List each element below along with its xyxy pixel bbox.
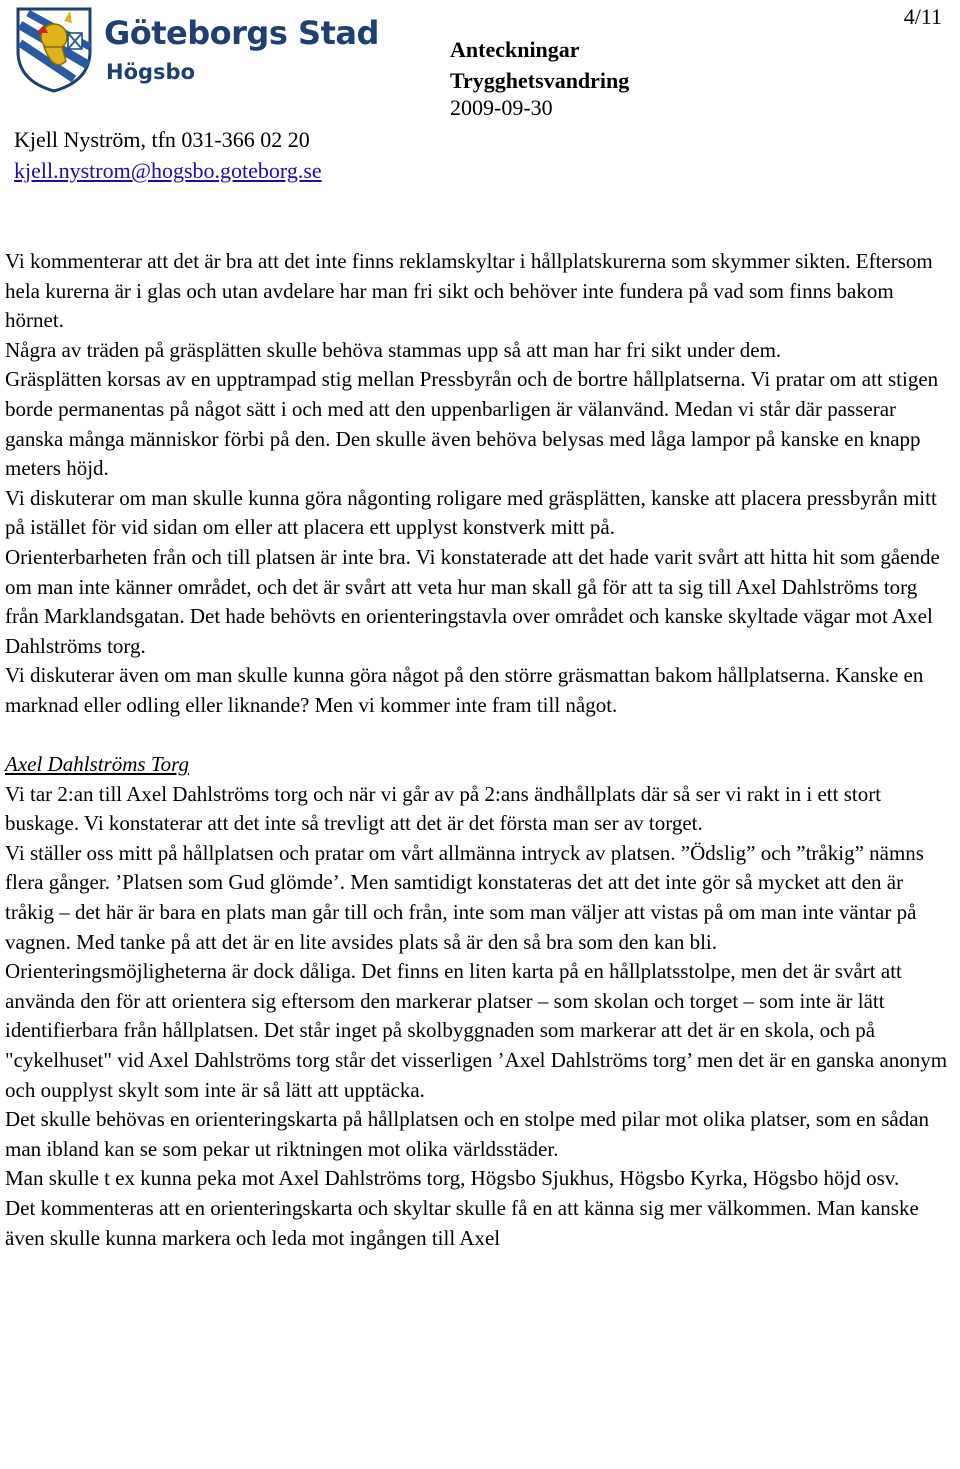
paragraph: Vi diskuterar om man skulle kunna göra någonting roligare med gräsplätten, kanske att placera pressbyrån mitt på istället för vid sidan om eller att placera ett upplyst konstverk mitt på. [5,485,937,540]
document-body [5,247,955,1253]
goteborg-coat-of-arms-logo [14,3,94,93]
paragraph: Det kommenteras att en orienteringskarta och skyltar skulle få en att känna sig mer välkommen. Man kanske även skulle kunna markera och leda mot ingången till Axel [5,1196,919,1250]
title-line-1: Anteckningar [450,37,580,62]
document-date: 2009-09-30 [450,95,553,120]
paragraph: Gräsplätten korsas av en upptrampad stig mellan Pressbyrån och de bortre hållplatserna. Vi pratar om att stigen borde permanentas på något sätt i och med att den uppenbarligen är välanvänd. Medan vi står där passerar ganska många människor förbi på den. Den skulle även behöva belysas med låga lampor på kanske en knapp meters höjd. [5,367,939,481]
contact-name-phone: Kjell Nyström, tfn 031-366 02 20 [14,127,310,152]
brand-name: Göteborgs Stad [104,14,379,52]
brand-district: Högsbo [106,60,195,84]
contact-email-link[interactable]: kjell.nystrom@hogsbo.goteborg.se [14,158,322,183]
paragraph: Orienterbarheten från och till platsen är inte bra. Vi konstaterade att det hade varit svårt att hitta hit som gående om man inte känner området, och det är svårt att veta hur man skall gå för att ta sig till Axel Dahlströms torg från Marklandsgatan. Det hade behövts en orienteringstavla over området och kanske skyltade vägar mot Axel Dahlströms torg. [5,544,940,658]
title-line-2: Trygghetsvandring [450,68,630,93]
page-number: 4/11 [903,4,942,29]
paragraph: Vi diskuterar även om man skulle kunna göra något på den större gräsmattan bakom hållplatserna. Kanske en marknad eller odling eller liknande? Men vi kommer inte fram till något. [5,663,924,717]
paragraph: Några av träden på gräsplätten skulle behöva stammas upp så att man har fri sikt under dem. [5,337,782,362]
contact-block [14,124,322,186]
paragraph: Det skulle behövas en orienteringskarta på hållplatsen och en stolpe med pilar mot olika platser, som en sådan man ibland kan se som pekar ut riktningen mot olika världsstäder. [5,1107,930,1161]
paragraph: Man skulle t ex kunna peka mot Axel Dahlströms torg, Högsbo Sjukhus, Högsbo Kyrka, Högsbo höjd osv. [5,1166,900,1191]
paragraph: Orienteringsmöjligheterna är dock dåliga. Det finns en liten karta på en hållplatsstolpe, men det är svårt att använda den för att orientera sig eftersom den markerar platser – som skolan och torget – som inte är lätt identifierbara från hållplatsen. Det står inget på skolbyggnaden som markerar att det är en skola, och på "cykelhuset" vid Axel Dahlströms torg står det visserligen ’Axel Dahlströms torg’ men det är en ganska anonym och oupplyst skylt som inte är så lätt att upptäcka. [5,959,948,1102]
document-title [450,34,629,96]
paragraph: Vi ställer oss mitt på hållplatsen och pratar om vårt allmänna intryck av platsen. ”Ödslig” och ”tråkig” nämns flera gånger. ’Platsen som Gud glömde’. Men samtidigt konstateras det att det inte gör så mycket att den är tråkig – det här är bara en plats man går till och från, inte som man väljer att vistas på om man inte väntar på vagnen. Med tanke på att det är en lite avsides plats så är den så bra som den kan bli. [5,840,924,954]
paragraph: Vi tar 2:an till Axel Dahlströms torg och när vi går av på 2:ans ändhållplats där så ser vi rakt in i ett stort buskage. Vi konstaterar att det inte så trevligt att det är det första man ser av torget. [5,781,882,836]
section-heading: Axel Dahlströms Torg [5,752,189,777]
paragraph: Vi kommenterar att det är bra att det inte finns reklamskyltar i hållplatskurerna som skymmer sikten. Eftersom hela kurerna är i glas och utan avdelare har man fri sikt och behöver inte fundera på vad som finns bakom hörnet. [5,249,933,333]
